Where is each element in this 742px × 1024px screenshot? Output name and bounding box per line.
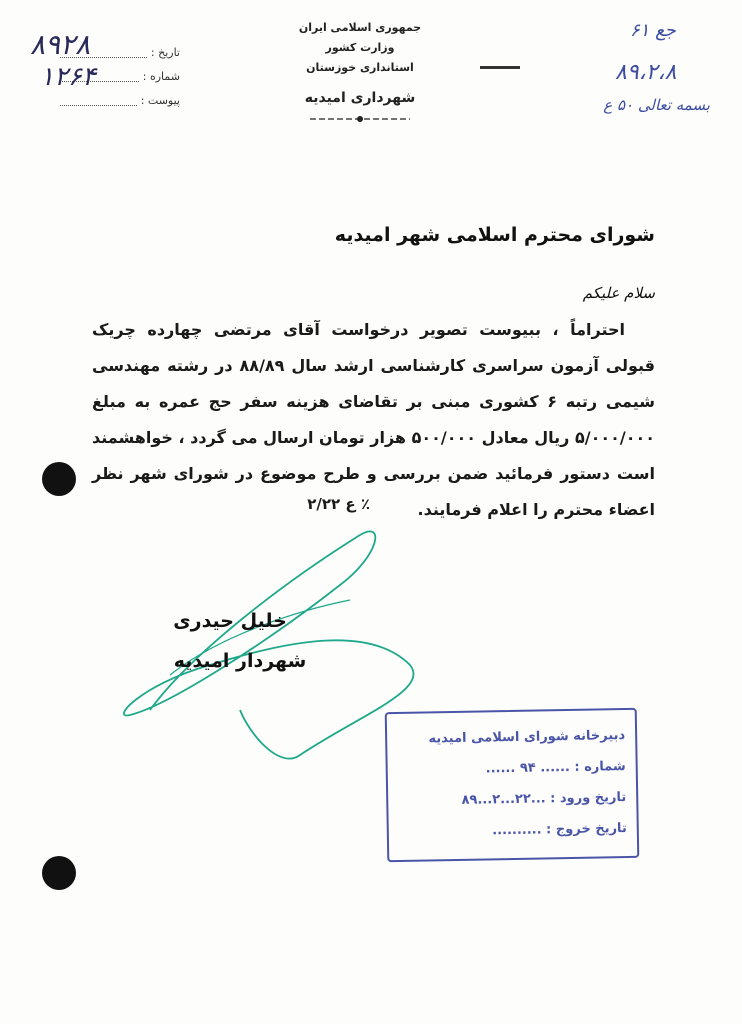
letterhead-country: جمهوری اسلامی ایران (298, 21, 422, 34)
stamp-exit-date: تاریخ خروج : .......... (492, 821, 627, 839)
note-ref: جع ۶۱ (630, 20, 676, 41)
signer-name: خلیل حیدری (173, 610, 287, 632)
signature-scribble (110, 515, 430, 765)
letterhead-ornament (300, 114, 420, 124)
stamp-number: شماره : ...... ۹۴ ...... (485, 759, 626, 777)
number-label: شماره : (142, 69, 180, 83)
attachment-label: پیوست : (140, 93, 180, 107)
date-label: تاریخ : (150, 45, 180, 59)
note-date: ۸۹،۲،۸ (615, 60, 677, 85)
note-registration: بسمه تعالی ۵۰ ع (603, 96, 710, 114)
letterhead-province: استانداری خوزستان (306, 61, 414, 74)
letterhead-municipality: شهرداری امیدیه (304, 90, 416, 106)
addressee: شورای محترم اسلامی شهر امیدیه (334, 224, 655, 246)
signer-title: شهردار امیدیه (173, 650, 307, 672)
stamp-entry-date: تاریخ ورود : ...۲۲...۲...۸۹ (461, 790, 627, 808)
attachment-dotline (60, 95, 137, 106)
punch-hole-bottom (42, 856, 76, 890)
dash-mark (480, 66, 520, 69)
punch-hole-top (42, 462, 76, 496)
registration-stamp (385, 708, 640, 862)
salutation: سلام علیکم (582, 284, 655, 302)
date-handwritten: ۸۹۲۸ (30, 28, 91, 61)
body-note: ٪ ع ۲/۲۲ (307, 495, 370, 513)
stamp-title: دبیرخانه شورای اسلامی امیدیه (428, 728, 626, 747)
letterhead (260, 18, 460, 124)
number-handwritten: ۱۲۶۴ (40, 62, 96, 92)
letterhead-ministry: وزارت کشور (325, 41, 395, 54)
letter-body: احتراماً ، ببیوست تصویر درخواست آقای مرتضی چهارده چریک قبولی آزمون سراسری کارشناسی ارشد سال ۸۸/۸۹ در رشته مهندسی شیمی رتبه ۶ کشوری مبنی بر تقاضای هزینه سفر حج عمره به مبلغ ۵/۰۰۰/۰۰۰ ریال معادل ۵۰۰/۰۰۰ هزار تومان ارسال می گردد ، خواهشمند است دستور فرمائید ضمن بررسی و طرح موضوع در شورای شهر نظر اعضاء محترم را اعلام فرمایند. (92, 320, 656, 519)
